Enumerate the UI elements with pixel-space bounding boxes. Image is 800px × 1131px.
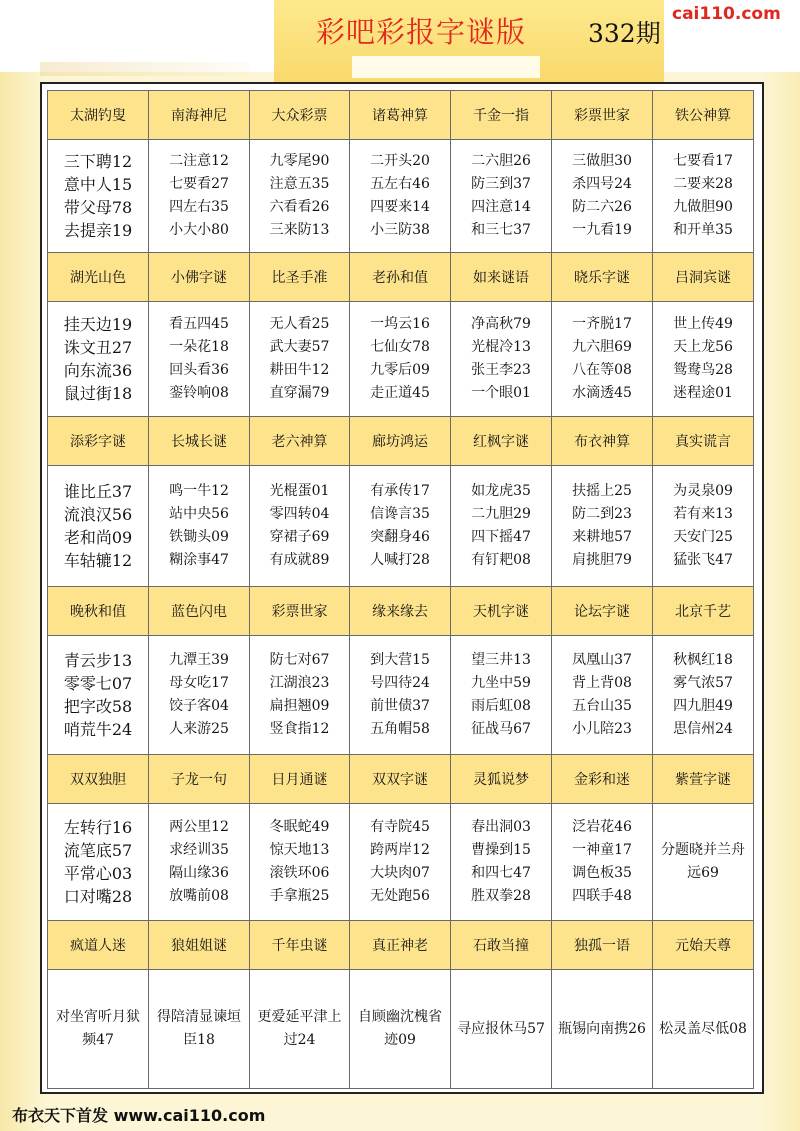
riddle-line: 寻应报休马57 [457, 1020, 545, 1037]
riddle-line: 净高秋79 [471, 316, 531, 332]
riddle-line: 为灵泉09 [673, 483, 733, 499]
column-header: 独孤一语 [552, 921, 653, 970]
riddle-line: 九零尾90 [269, 153, 330, 169]
riddle-line: 穿裙子69 [269, 529, 330, 545]
riddle-line: 八在等08 [572, 362, 632, 378]
riddle-cell [350, 302, 451, 417]
riddle-line: 站中央56 [169, 506, 229, 522]
riddle-line: 三来防13 [269, 222, 330, 238]
header-row [48, 91, 754, 140]
riddle-line: 号四待24 [370, 675, 430, 691]
riddle-line: 若有来13 [673, 506, 733, 522]
riddle-line: 流笔底57 [63, 841, 133, 860]
column-header: 布衣神算 [552, 417, 653, 466]
page-title: 彩吧彩报字谜版 [316, 15, 527, 49]
riddle-line: 诛文丑27 [63, 338, 133, 357]
riddle-line: 耕田牛12 [269, 362, 330, 378]
riddle-line: 松灵盖尽低08 [659, 1020, 747, 1037]
riddle-line: 天上龙56 [673, 339, 733, 355]
riddle-line: 鸳鸯鸟28 [673, 362, 733, 378]
column-header: 长城长谜 [149, 417, 250, 466]
column-header: 吕洞宾谜 [653, 253, 754, 302]
riddle-line: 和开单35 [673, 222, 733, 238]
riddle-cell [149, 466, 250, 587]
riddle-line: 世上传49 [673, 316, 733, 332]
column-header: 天机字谜 [451, 587, 552, 636]
riddle-line: 回头看36 [169, 362, 229, 378]
riddle-line: 饺子客04 [169, 698, 229, 714]
riddle-cell [250, 636, 350, 755]
riddle-cell [552, 466, 653, 587]
content-row [48, 804, 754, 921]
riddle-cell [149, 636, 250, 755]
riddle-line: 有成就89 [269, 552, 330, 568]
issue-number: 332期 [588, 19, 661, 48]
riddle-line: 和三七37 [471, 222, 531, 238]
riddle-line: 谁比丘37 [63, 482, 133, 501]
riddle-line: 调色板35 [572, 865, 632, 881]
header-row [48, 253, 754, 302]
riddle-line: 思信州24 [673, 721, 733, 737]
riddle-cell [552, 970, 653, 1089]
content-row [48, 636, 754, 755]
column-header: 太湖钓叟 [48, 91, 149, 140]
column-header: 大众彩票 [250, 91, 350, 140]
column-header: 红枫字谜 [451, 417, 552, 466]
riddle-line: 二六胆26 [471, 153, 531, 169]
riddle-line: 曹操到15 [471, 842, 531, 858]
column-header: 廊坊鸿运 [350, 417, 451, 466]
riddle-cell [48, 804, 149, 921]
riddle-line: 张王李23 [471, 362, 531, 378]
riddle-line: 大块肉07 [370, 865, 430, 881]
riddle-line: 看五四45 [169, 316, 229, 332]
riddle-line: 三做胆30 [572, 153, 632, 169]
riddle-line: 得陪清显谏垣臣18 [157, 1009, 241, 1048]
column-header: 金彩和迷 [552, 755, 653, 804]
header-row [48, 755, 754, 804]
riddle-cell [350, 970, 451, 1089]
riddle-line: 雾气浓57 [673, 675, 733, 691]
riddle-line: 老和尚09 [63, 528, 133, 547]
riddle-line: 四九胆49 [673, 698, 733, 714]
column-header: 铁公神算 [653, 91, 754, 140]
header-row [48, 417, 754, 466]
riddle-line: 哨荒牛24 [63, 720, 133, 739]
riddle-line: 小三防38 [370, 222, 430, 238]
riddle-line: 自顾幽沈槐省迹09 [358, 1009, 442, 1048]
riddle-line: 光棍蛋01 [269, 483, 330, 499]
riddle-line: 六看看26 [269, 199, 330, 215]
riddle-line: 九零后09 [370, 362, 430, 378]
riddle-line: 无人看25 [269, 316, 330, 332]
riddle-cell [451, 302, 552, 417]
riddle-line: 銮铃响08 [169, 385, 229, 401]
riddle-line: 肩挑胆79 [572, 552, 632, 568]
riddle-line: 防三到37 [471, 176, 531, 192]
riddle-line: 四要来14 [370, 199, 430, 215]
riddle-line: 二要来28 [673, 176, 733, 192]
riddle-line: 雨后虹08 [471, 698, 531, 714]
riddle-line: 如龙虎35 [471, 483, 531, 499]
riddle-line: 前世债37 [370, 698, 430, 714]
riddle-line: 去提亲19 [63, 221, 133, 240]
riddle-line: 防七对67 [269, 652, 330, 668]
riddle-cell [653, 970, 754, 1089]
column-header: 老六神算 [250, 417, 350, 466]
header-row [48, 587, 754, 636]
riddle-cell [451, 466, 552, 587]
column-header: 彩票世家 [250, 587, 350, 636]
riddle-cell [350, 636, 451, 755]
riddle-line: 放嘴前08 [169, 888, 229, 904]
column-header: 狼姐姐谜 [149, 921, 250, 970]
riddle-line: 扶摇上25 [572, 483, 632, 499]
content-row [48, 466, 754, 587]
riddle-line: 走正道45 [370, 385, 430, 401]
column-header: 湖光山色 [48, 253, 149, 302]
riddle-table [47, 90, 754, 1089]
column-header: 老孙和值 [350, 253, 451, 302]
riddle-cell [451, 970, 552, 1089]
header-row [48, 921, 754, 970]
column-header: 缘来缘去 [350, 587, 451, 636]
riddle-line: 二注意12 [169, 153, 229, 169]
riddle-line: 九做胆90 [673, 199, 733, 215]
riddle-line: 有寺院45 [370, 819, 430, 835]
riddle-line: 杀四号24 [572, 176, 632, 192]
riddle-cell [250, 804, 350, 921]
riddle-line: 母女吃17 [169, 675, 229, 691]
riddle-line: 九潭王39 [169, 652, 229, 668]
riddle-line: 更爱延平津上过24 [257, 1009, 342, 1048]
riddle-line: 光棍冷13 [471, 339, 531, 355]
riddle-line: 春出洞03 [471, 819, 531, 835]
riddle-cell [451, 804, 552, 921]
riddle-cell [552, 636, 653, 755]
riddle-cell [552, 140, 653, 253]
riddle-cell [653, 804, 754, 921]
riddle-cell [250, 466, 350, 587]
column-header: 添彩字谜 [48, 417, 149, 466]
riddle-line: 到大营15 [370, 652, 430, 668]
riddle-line: 冬眠蛇49 [269, 819, 330, 835]
column-header: 千年虫谜 [250, 921, 350, 970]
riddle-line: 人来游25 [169, 721, 229, 737]
riddle-line: 竖食指12 [269, 721, 330, 737]
riddle-line: 一朵花18 [169, 339, 229, 355]
riddle-line: 望三井13 [471, 652, 531, 668]
content-row [48, 140, 754, 253]
riddle-cell [149, 302, 250, 417]
riddle-cell [250, 140, 350, 253]
riddle-line: 两公里12 [169, 819, 229, 835]
riddle-line: 鼠过街18 [63, 384, 133, 403]
riddle-cell [653, 466, 754, 587]
riddle-line: 和四七47 [471, 865, 531, 881]
riddle-line: 平常心03 [63, 864, 133, 883]
riddle-line: 三下聘12 [63, 152, 133, 171]
riddle-line: 泛岩花46 [572, 819, 632, 835]
content-row [48, 302, 754, 417]
riddle-line: 七仙女78 [370, 339, 430, 355]
riddle-line: 四注意14 [471, 199, 531, 215]
riddle-line: 凤凰山37 [572, 652, 632, 668]
riddle-line: 水滴透45 [572, 385, 632, 401]
footer-credit: 布衣天下首发 www.cai110.com [12, 1106, 266, 1125]
riddle-line: 鸣一牛12 [169, 483, 229, 499]
riddle-line: 征战马67 [471, 721, 531, 737]
riddle-line: 来耕地57 [572, 529, 632, 545]
riddle-line: 意中人15 [63, 175, 133, 194]
riddle-line: 四联手48 [572, 888, 632, 904]
riddle-cell [653, 140, 754, 253]
riddle-line: 一坞云16 [370, 316, 430, 332]
riddle-cell [350, 140, 451, 253]
riddle-line: 有钉耙08 [471, 552, 531, 568]
riddle-cell [552, 302, 653, 417]
riddle-line: 注意五35 [269, 176, 330, 192]
riddle-line: 左转行16 [63, 818, 133, 837]
riddle-line: 惊天地13 [269, 842, 330, 858]
riddle-cell [653, 636, 754, 755]
column-header: 真正神老 [350, 921, 451, 970]
riddle-line: 天安门25 [673, 529, 733, 545]
column-header: 小佛字谜 [149, 253, 250, 302]
riddle-line: 七要看17 [673, 153, 733, 169]
content-row [48, 970, 754, 1089]
riddle-line: 秋枫红18 [673, 652, 733, 668]
riddle-line: 四左右35 [169, 199, 229, 215]
riddle-line: 九六胆69 [572, 339, 632, 355]
column-header: 千金一指 [451, 91, 552, 140]
riddle-cell [350, 804, 451, 921]
riddle-line: 求经训35 [169, 842, 229, 858]
riddle-line: 青云步13 [63, 651, 133, 670]
column-header: 元始天尊 [653, 921, 754, 970]
riddle-cell [48, 970, 149, 1089]
riddle-line: 突翻身46 [370, 529, 430, 545]
riddle-line: 分题晓并兰舟远69 [661, 842, 745, 881]
riddle-line: 隔山缘36 [169, 865, 229, 881]
riddle-line: 向东流36 [63, 361, 133, 380]
riddle-line: 跨两岸12 [370, 842, 430, 858]
riddle-cell [350, 466, 451, 587]
faded-decoration-strip [40, 62, 250, 76]
riddle-line: 糊涂事47 [169, 552, 229, 568]
riddle-line: 江湖浪23 [269, 675, 330, 691]
riddle-line: 一神童17 [572, 842, 632, 858]
column-header: 晚秋和值 [48, 587, 149, 636]
riddle-line: 小大小80 [169, 222, 229, 238]
column-header: 子龙一句 [149, 755, 250, 804]
riddle-line: 五左右46 [370, 176, 430, 192]
riddle-cell [653, 302, 754, 417]
riddle-line: 七要看27 [169, 176, 229, 192]
riddle-cell [149, 804, 250, 921]
column-header: 蓝色闪电 [149, 587, 250, 636]
riddle-line: 无处跑56 [370, 888, 430, 904]
riddle-line: 背上背08 [572, 675, 632, 691]
riddle-line: 铁锄头09 [169, 529, 229, 545]
column-header: 诸葛神算 [350, 91, 451, 140]
column-header: 灵狐说梦 [451, 755, 552, 804]
column-header: 北京千艺 [653, 587, 754, 636]
riddle-line: 五台山35 [572, 698, 632, 714]
riddle-line: 小儿陪23 [572, 721, 632, 737]
title-subbox [352, 56, 540, 78]
column-header: 如来谜语 [451, 253, 552, 302]
riddle-line: 瓶锡向南携26 [558, 1020, 646, 1037]
riddle-line: 直穿漏79 [269, 385, 330, 401]
column-header: 双双字谜 [350, 755, 451, 804]
riddle-cell [48, 466, 149, 587]
riddle-line: 滚铁环06 [269, 865, 330, 881]
riddle-line: 四下摇47 [471, 529, 531, 545]
column-header: 日月通谜 [250, 755, 350, 804]
riddle-line: 零四转04 [269, 506, 330, 522]
riddle-sheet [40, 82, 764, 1094]
riddle-line: 扁担翘09 [269, 698, 330, 714]
riddle-line: 把字改58 [63, 697, 133, 716]
column-header: 紫萱字谜 [653, 755, 754, 804]
riddle-cell [552, 804, 653, 921]
column-header: 疯道人迷 [48, 921, 149, 970]
column-header: 石敢当撞 [451, 921, 552, 970]
riddle-cell [48, 140, 149, 253]
riddle-line: 有承传17 [370, 483, 430, 499]
riddle-line: 口对嘴28 [63, 887, 133, 906]
column-header: 南海神尼 [149, 91, 250, 140]
riddle-line: 猛张飞47 [673, 552, 733, 568]
riddle-line: 一个眼01 [471, 385, 531, 401]
riddle-line: 人喊打28 [370, 552, 430, 568]
riddle-cell [250, 970, 350, 1089]
riddle-line: 带父母78 [63, 198, 133, 217]
riddle-line: 五角帽58 [370, 721, 430, 737]
riddle-cell [451, 636, 552, 755]
riddle-line: 对坐宵听月狱频47 [56, 1009, 140, 1048]
riddle-line: 一齐脱17 [572, 316, 632, 332]
column-header: 晓乐字谜 [552, 253, 653, 302]
riddle-line: 挂天边19 [63, 315, 133, 334]
riddle-line: 防二到23 [572, 506, 632, 522]
riddle-cell [48, 302, 149, 417]
riddle-cell [48, 636, 149, 755]
riddle-line: 流浪汉56 [63, 505, 133, 524]
riddle-line: 胜双拳28 [471, 888, 531, 904]
riddle-cell [451, 140, 552, 253]
riddle-line: 武大妻57 [269, 339, 330, 355]
riddle-line: 车轱辘12 [63, 551, 133, 570]
riddle-line: 防二六26 [572, 199, 632, 215]
riddle-cell [250, 302, 350, 417]
riddle-line: 信谗言35 [370, 506, 430, 522]
riddle-line: 二九胆29 [471, 506, 531, 522]
riddle-line: 二开头20 [370, 153, 430, 169]
column-header: 双双独胆 [48, 755, 149, 804]
riddle-cell [149, 970, 250, 1089]
column-header: 比圣手准 [250, 253, 350, 302]
riddle-line: 一九看19 [572, 222, 632, 238]
column-header: 论坛字谜 [552, 587, 653, 636]
riddle-line: 手拿瓶25 [269, 888, 330, 904]
site-link[interactable]: cai110.com [672, 4, 781, 24]
riddle-line: 九坐中59 [471, 675, 531, 691]
column-header: 真实谎言 [653, 417, 754, 466]
riddle-line: 迷程途01 [673, 385, 733, 401]
riddle-line: 零零七07 [63, 674, 133, 693]
riddle-cell [149, 140, 250, 253]
column-header: 彩票世家 [552, 91, 653, 140]
